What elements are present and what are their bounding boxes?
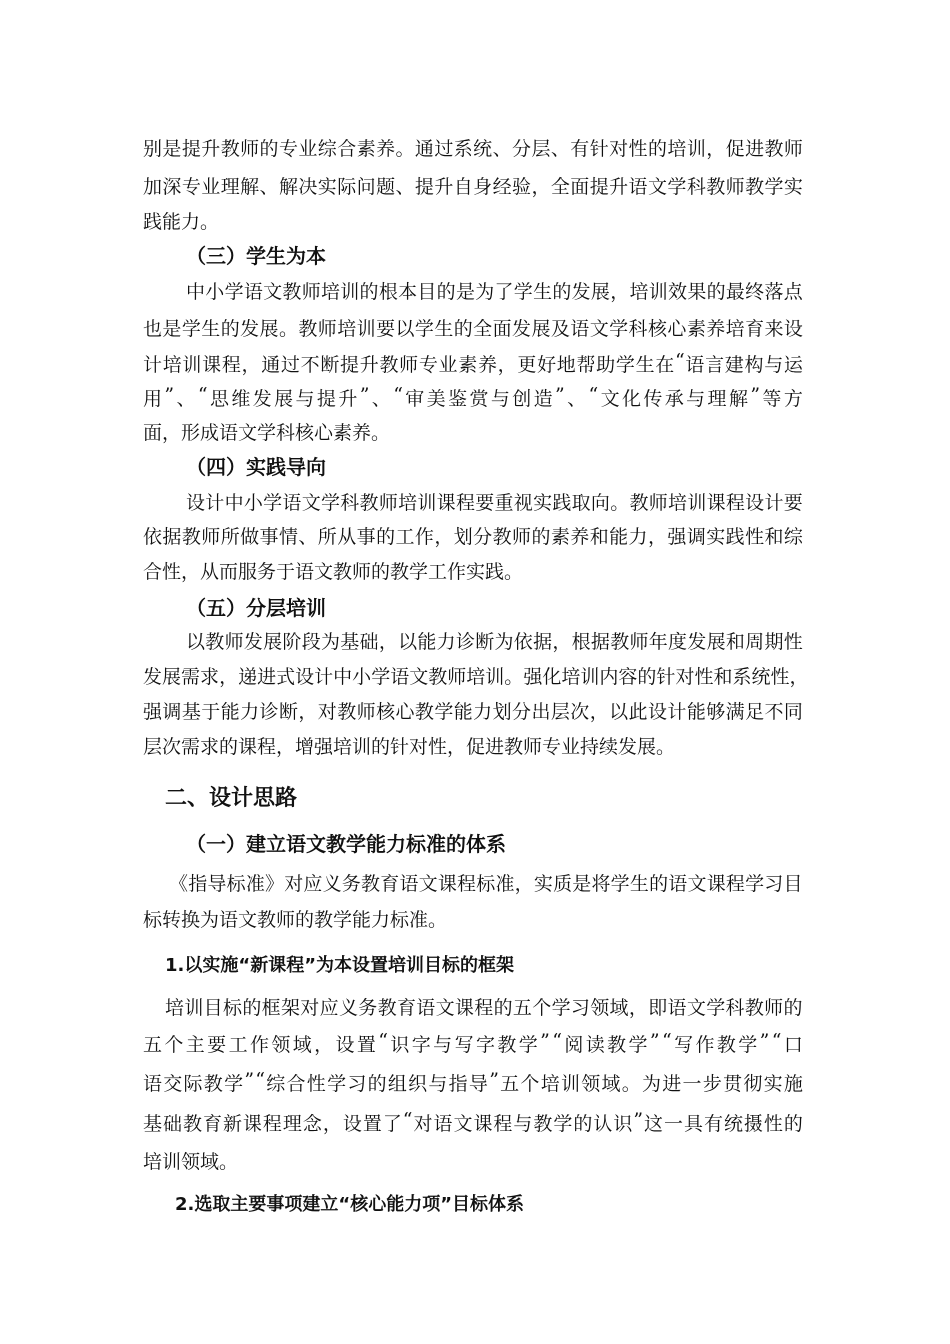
section-heading: 二、设计思路 — [165, 786, 298, 811]
paragraph-line: 用 ” 、 “ 思 维 发 展 与 提 升 ” 、 “ 审 美 鉴 赏 与 创 造 ” 、 “ 文 化 传 承 与 理 解 ” 等 方 — [143, 384, 803, 410]
paragraph-line: 以 教 师 发 展 阶 段 为 基 础 ， 以 能 力 诊 断 为 依 据 ， 根 据 教 师 年 度 发 展 和 周 期 性 — [186, 631, 803, 653]
item-heading: 2.选取主要事项建立“核心能力项”目标体系 — [175, 1194, 525, 1215]
paragraph-line: 加 深 专 业 理 解 、 解 决 实 际 问 题 、 提 升 自 身 经 验 ， 全 面 提 升 语 文 学 科 教 师 教 学 实 — [143, 176, 803, 198]
paragraph-line: 基 础 教 育 新 课 程 理 念 ， 设 置 了 “ 对 语 文 课 程 与 教 学 的 认 识 ” 这 一 具 有 统 摄 性 的 — [143, 1109, 803, 1135]
paragraph-line: 语 交 际 教 学 ” “ 综 合 性 学 习 的 组 织 与 指 导 ” 五 个 培 训 领 域 。 为 进 一 步 贯 彻 实 施 — [143, 1069, 803, 1095]
paragraph-line: 计 培 训 课 程 ， 通 过 不 断 提 升 教 师 专 业 素 养 ， 更 好 地 帮 助 学 生 在 “ 语 言 建 构 与 运 — [143, 350, 803, 376]
paragraph-line: 也 是 学 生 的 发 展 。 教 师 培 训 要 以 学 生 的 全 面 发 展 及 语 文 学 科 核 心 素 养 培 育 来 设 — [143, 318, 803, 340]
paragraph-line: 发 展 需 求 ， 递 进 式 设 计 中 小 学 语 文 教 师 培 训 。 强 化 培 训 内 容 的 针 对 性 和 系 统 性 ， — [143, 666, 809, 688]
paragraph-line: 面，形成语文学科核心素养。 — [143, 422, 391, 444]
paragraph-line: 别 是 提 升 教 师 的 专 业 综 合 素 养 。 通 过 系 统 、 分 层 、 有 针 对 性 的 培 训 ， 促 进 教 师 — [143, 138, 803, 160]
paragraph-line: 培 训 目 标 的 框 架 对 应 义 务 教 育 语 文 课 程 的 五 个 学 习 领 域 ， 即 语 文 学 科 教 师 的 — [165, 997, 803, 1019]
paragraph-line: 层次需求的课程，增强培训的针对性，促进教师专业持续发展。 — [143, 736, 676, 758]
subsection-heading: （五）分层培训 — [186, 596, 326, 620]
subsection-heading: （一）建立语文教学能力标准的体系 — [186, 832, 506, 856]
paragraph-line: 合性，从而服务于语文教师的教学工作实践。 — [143, 561, 524, 583]
paragraph-line: 中 小 学 语 文 教 师 培 训 的 根 本 目 的 是 为 了 学 生 的 发 展 ， 培 训 效 果 的 最 终 落 点 — [186, 281, 803, 303]
paragraph-line: 践能力。 — [143, 211, 220, 233]
paragraph-line: 五 个 主 要 工 作 领 域 ， 设 置 “ 识 字 与 写 字 教 学 ” “ 阅 读 教 学 ” “ 写 作 教 学 ” “ 口 — [143, 1030, 803, 1056]
subsection-heading: （三）学生为本 — [186, 244, 326, 268]
paragraph-line: 《 指 导 标 准 》 对 应 义 务 教 育 语 文 课 程 标 准 ， 实 质 是 将 学 生 的 语 文 课 程 学 习 目 — [169, 873, 803, 895]
paragraph-line: 培训领域。 — [143, 1151, 239, 1173]
paragraph-line: 设 计 中 小 学 语 文 学 科 教 师 培 训 课 程 要 重 视 实 践 取 向 。 教 师 培 训 课 程 设 计 要 — [186, 492, 803, 514]
item-heading: 1.以实施“新课程”为本设置培训目标的框架 — [165, 955, 515, 976]
paragraph-line: 标转换为语文教师的教学能力标准。 — [143, 909, 448, 931]
paragraph-line: 强 调 基 于 能 力 诊 断 ， 对 教 师 核 心 教 学 能 力 划 分 出 层 次 ， 以 此 设 计 能 够 满 足 不 同 — [143, 701, 803, 723]
subsection-heading: （四）实践导向 — [186, 455, 326, 479]
paragraph-line: 依 据 教 师 所 做 事 情 、 所 从 事 的 工 作 ， 划 分 教 师 的 素 养 和 能 力 ， 强 调 实 践 性 和 综 — [143, 526, 803, 548]
